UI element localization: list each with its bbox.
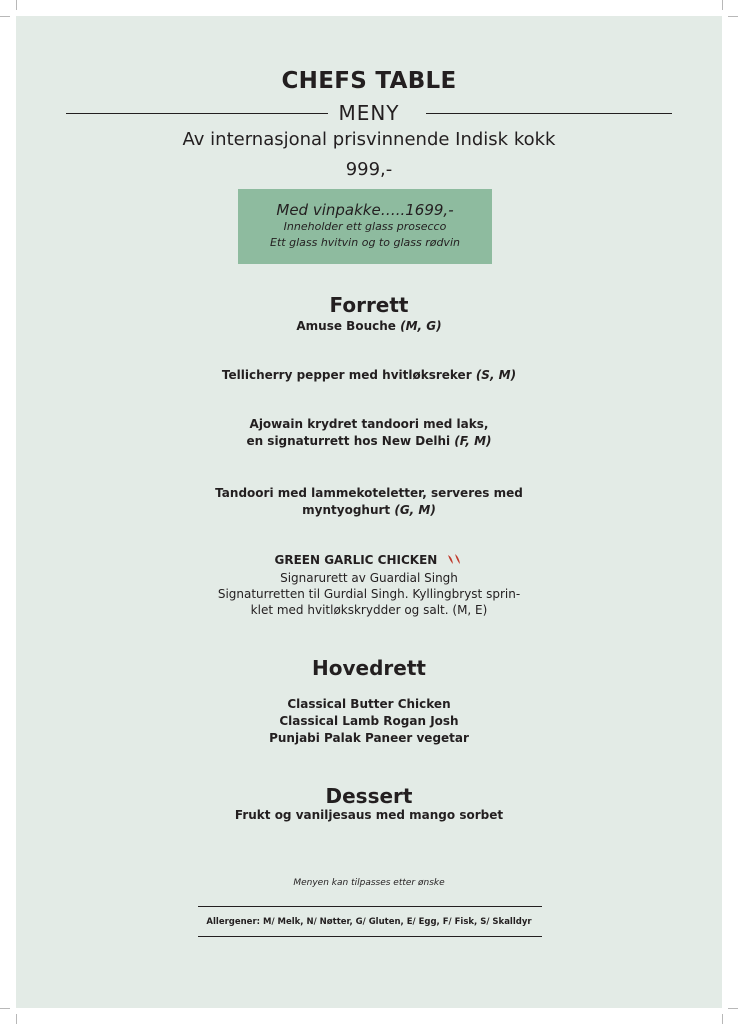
special-dish-desc: Signarurett av Guardial Singh [280, 571, 458, 585]
forrett-item [16, 485, 722, 519]
item-name: Ajowain krydret tandoori med laks, [249, 417, 489, 431]
crop-mark [722, 0, 723, 10]
wine-package-box [238, 189, 492, 264]
special-dish-title: GREEN GARLIC CHICKEN [274, 553, 438, 567]
special-dish-desc: klet med hvitløkskrydder og salt. (M, E) [250, 603, 488, 617]
wine-package-line: Inneholder ett glass prosecco [283, 220, 447, 233]
menu-title: CHEFS TABLE [281, 68, 457, 94]
item-name: myntyoghurt [302, 503, 391, 517]
customization-note: Menyen kan tilpasses etter ønske [293, 878, 445, 888]
right-divider [426, 113, 672, 114]
item-name: en signaturrett hos New Delhi [246, 434, 451, 448]
forrett-heading: Forrett [329, 293, 409, 317]
forrett-item [16, 367, 722, 384]
special-dish-name [16, 552, 722, 569]
footer-rule-bottom [198, 936, 542, 937]
dessert-heading: Dessert [325, 784, 413, 808]
crop-mark [0, 1008, 10, 1009]
allergen-legend: Allergener: M/ Melk, N/ Nøtter, G/ Gluten, E/ Egg, F/ Fisk, S/ Skalldyr [206, 917, 532, 927]
meny-label: MENY [338, 101, 400, 125]
wine-package-price: Med vinpakke…..1699,- [276, 201, 454, 219]
crop-mark [722, 1014, 723, 1024]
crop-mark [728, 1008, 738, 1009]
hovedrett-heading: Hovedrett [312, 656, 426, 680]
item-name: Tellicherry pepper med hvitløksreker [221, 368, 472, 382]
meny-row [16, 101, 722, 127]
hovedrett-item: Classical Butter Chicken [287, 697, 451, 711]
special-dish-desc: Signaturretten til Gurdial Singh. Kyllingbryst sprin- [217, 587, 521, 601]
crop-mark [0, 16, 10, 17]
crop-mark [16, 0, 17, 10]
item-allergens: (G, M) [394, 503, 436, 517]
wine-package-line: Ett glass hvitvin og to glass rødvin [270, 236, 460, 249]
crop-mark [728, 16, 738, 17]
hovedrett-item: Punjabi Palak Paneer vegetar [269, 731, 469, 745]
item-allergens: (F, M) [454, 434, 492, 448]
forrett-item [16, 318, 722, 335]
menu-price: 999,- [345, 159, 393, 180]
crop-mark [16, 1014, 17, 1024]
item-name: Amuse Bouche [296, 319, 396, 333]
hovedrett-item: Classical Lamb Rogan Josh [279, 714, 459, 728]
footer-rule-top [198, 906, 542, 907]
item-allergens: (S, M) [475, 368, 517, 382]
item-name: Tandoori med lammekoteletter, serveres med [215, 486, 523, 500]
menu-sheet [16, 16, 722, 1008]
item-allergens: (M, G) [400, 319, 442, 333]
chili-pepper-icon [446, 553, 464, 565]
dessert-item: Frukt og vaniljesaus med mango sorbet [234, 808, 504, 822]
menu-description: Av internasjonal prisvinnende Indisk kokk [182, 129, 556, 150]
forrett-item [16, 416, 722, 450]
